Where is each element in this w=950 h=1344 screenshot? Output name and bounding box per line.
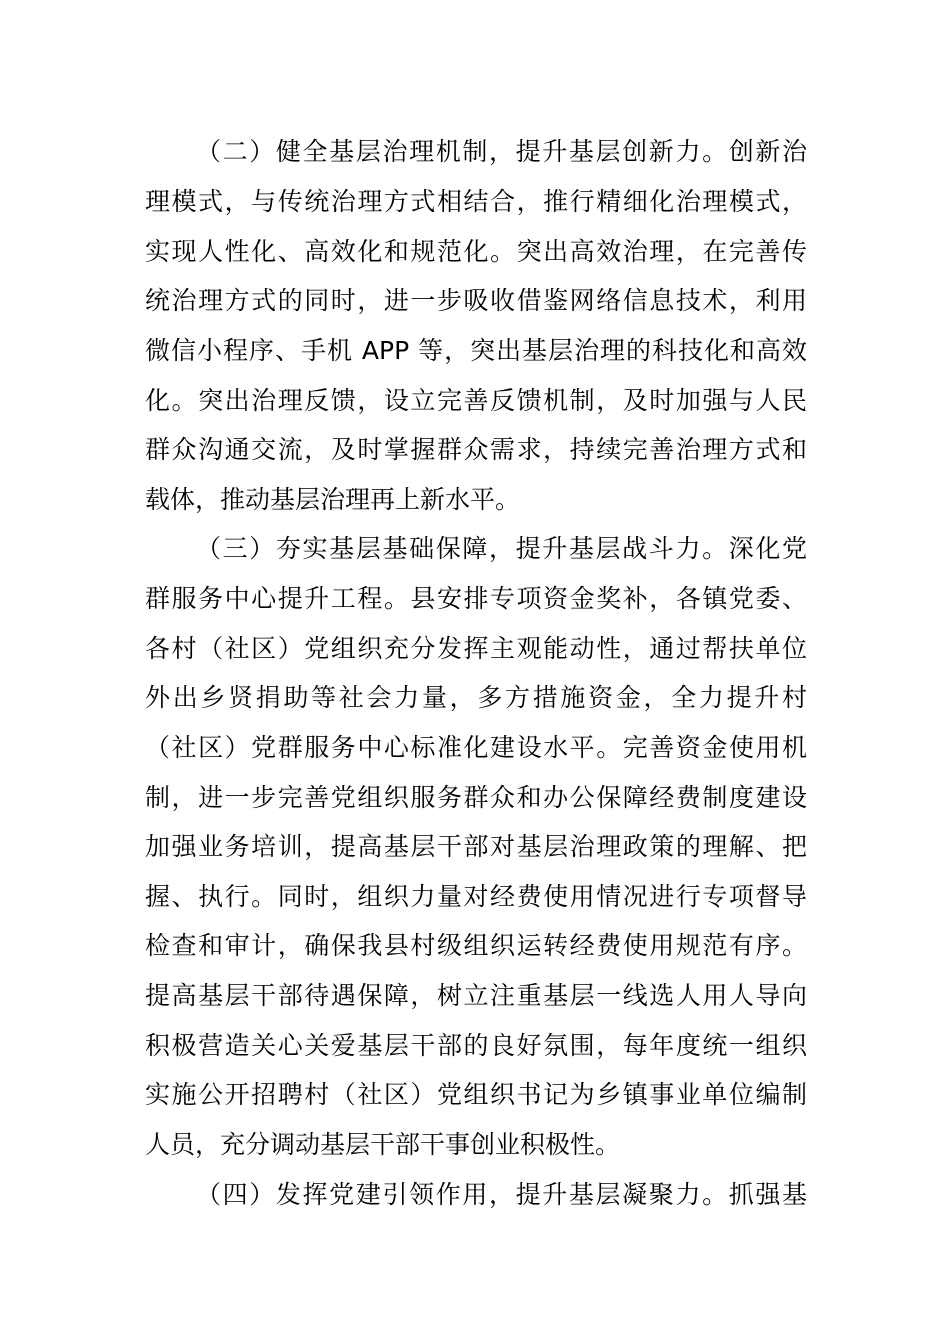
paragraph-2-line-5: 微信小程序、手机 APP 等，突出基层治理的科技化和高效 [145, 336, 807, 365]
paragraph-3-line-6: 制，进一步完善党组织服务群众和办公保障经费制度建设 [145, 783, 807, 812]
paragraph-3-line-11: 积极营造关心关爱基层干部的良好氛围，每年度统一组织 [145, 1031, 807, 1060]
paragraph-2-line-2: 理模式，与传统治理方式相结合，推行精细化治理模式， [145, 187, 807, 216]
paragraph-4-line-1: （四）发挥党建引领作用，提升基层凝聚力。抓强基 [196, 1180, 807, 1209]
paragraph-2-line-4: 统治理方式的同时，进一步吸收借鉴网络信息技术，利用 [145, 286, 807, 315]
paragraph-2-line-3: 实现人性化、高效化和规范化。突出高效治理，在完善传 [145, 237, 807, 266]
paragraph-2-line-1: （二）健全基层治理机制，提升基层创新力。创新治 [196, 137, 807, 166]
paragraph-3-line-4: 外出乡贤捐助等社会力量，多方措施资金，全力提升村 [145, 683, 807, 712]
paragraph-3-line-10: 提高基层干部待遇保障，树立注重基层一线选人用人导向 [145, 981, 807, 1010]
paragraph-3-line-13: 人员，充分调动基层干部干事创业积极性。 [145, 1130, 621, 1159]
paragraph-3-line-2: 群服务中心提升工程。县安排专项资金奖补，各镇党委、 [145, 584, 807, 613]
paragraph-3-line-8: 握、执行。同时，组织力量对经费使用情况进行专项督导 [145, 882, 807, 911]
paragraph-3-line-9: 检查和审计，确保我县村级组织运转经费使用规范有序。 [145, 931, 807, 960]
paragraph-3-line-3: 各村（社区）党组织充分发挥主观能动性，通过帮扶单位 [145, 634, 807, 663]
paragraph-2-line-7: 群众沟通交流，及时掌握群众需求，持续完善治理方式和 [145, 435, 807, 464]
paragraph-3-line-12: 实施公开招聘村（社区）党组织书记为乡镇事业单位编制 [145, 1080, 807, 1109]
paragraph-3-line-1: （三）夯实基层基础保障，提升基层战斗力。深化党 [196, 534, 807, 563]
paragraph-2-line-6: 化。突出治理反馈，设立完善反馈机制，及时加强与人民 [145, 386, 807, 415]
paragraph-3-line-5: （社区）党群服务中心标准化建设水平。完善资金使用机 [145, 733, 807, 762]
paragraph-3-line-7: 加强业务培训，提高基层干部对基层治理政策的理解、把 [145, 832, 807, 861]
paragraph-2-line-8: 载体，推动基层治理再上新水平。 [145, 485, 521, 514]
